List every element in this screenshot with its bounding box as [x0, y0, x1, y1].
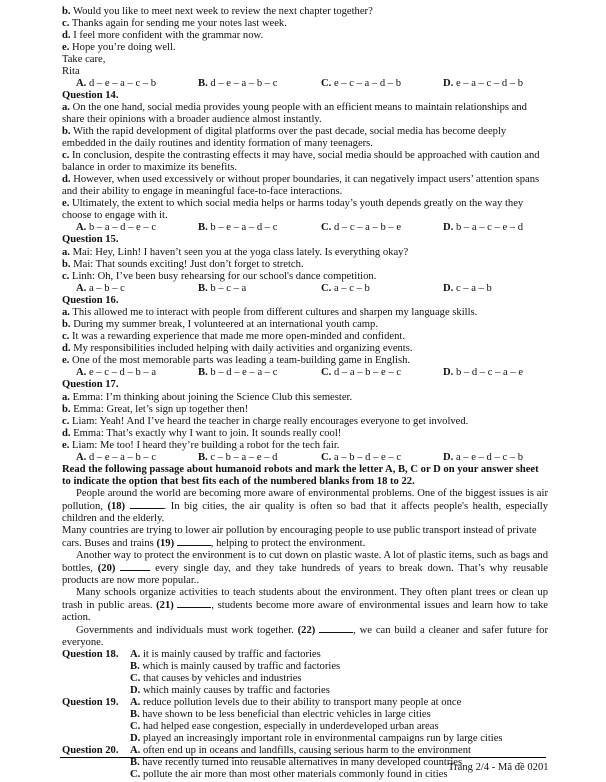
- option-c[interactable]: C. d – c – a – b – e: [321, 222, 402, 234]
- option-c[interactable]: C. e – c – a – d – b: [321, 78, 402, 89]
- option-d[interactable]: D. played an increasingly important role in environmental campaigns run by large cities: [130, 732, 503, 744]
- item-c: c. In conclusion, despite the contrasting effects it may have, social media should be approached with caution and balance in order to maximize its benefits.: [62, 150, 540, 174]
- option-a[interactable]: A. b – a – d – e – c: [76, 222, 157, 234]
- blank-21[interactable]: [177, 599, 211, 608]
- option-d[interactable]: D. a – e – d – c – b: [443, 451, 524, 463]
- question-title: Question 20.: [62, 744, 119, 756]
- item-c: c. Linh: Oh, I’ve been busy rehearsing for our school's dance competition.: [62, 270, 377, 282]
- option-c[interactable]: C. d – a – b – e – c: [321, 367, 402, 379]
- option-b[interactable]: B. which is mainly caused by traffic and factories: [130, 660, 341, 672]
- blank-20[interactable]: [120, 562, 150, 571]
- blank-number-18: (18): [107, 500, 126, 512]
- answer-options: [130, 697, 548, 745]
- item-a: a. Emma: I’m thinking about joining the Science Club this semester.: [62, 391, 353, 403]
- question-18: [62, 649, 548, 697]
- blank-number-22: (22): [297, 624, 316, 636]
- option-a[interactable]: A. d – e – a – b – c: [76, 451, 157, 463]
- option-b[interactable]: B. d – e – a – b – c: [198, 78, 278, 89]
- option-a[interactable]: A. d – e – a – c – b: [76, 78, 157, 89]
- item-b: b. Would you like to meet next week to review the next chapter together?: [62, 6, 373, 17]
- item-d: d. I feel more confident with the grammar now.: [62, 30, 264, 41]
- item-c: c. It was a rewarding experience that made me more open-minded and confident.: [62, 331, 405, 343]
- question-13-tail: [62, 6, 548, 90]
- item-e: e. One of the most memorable parts was leading a team-building game in English.: [62, 355, 411, 367]
- blank-18[interactable]: [130, 500, 164, 509]
- item-c: c. Liam: Yeah! And I’ve heard the teacher in charge really encourages everyone to get involved.: [62, 415, 469, 427]
- blank-number-19: (19): [156, 537, 175, 549]
- passage-paragraph-5: Governments and individuals must work together. (22) , we can build a cleaner and safer future for everyone.: [62, 624, 548, 648]
- exam-page: [62, 6, 548, 781]
- question-title: Question 17.: [62, 379, 119, 391]
- answer-options: [130, 649, 548, 697]
- option-b[interactable]: B. c – b – a – e – d: [198, 451, 278, 463]
- option-c[interactable]: C. that causes by vehicles and industries: [130, 672, 302, 684]
- passage-paragraph-2: Many countries are trying to lower air pollution by encouraging people to use public transport instead of private cars. Buses and trains (19) , helping to protect the environment.: [62, 524, 537, 549]
- reading-passage: [62, 464, 548, 649]
- question-16: [62, 295, 548, 379]
- option-d[interactable]: D. b – d – c – a – e: [443, 367, 524, 379]
- option-c[interactable]: C. pollute the air more than most other materials commonly found in cities: [130, 768, 448, 780]
- option-c[interactable]: C. a – c – b: [321, 282, 370, 294]
- option-d[interactable]: D. which mainly causes by traffic and factories: [130, 684, 330, 696]
- question-title: Question 19.: [62, 696, 119, 708]
- passage-paragraph-1: People around the world are becoming more aware of environmental problems. One of the biggest issues is air pollution, (18) . In big cities, the air quality is often so bad that it affects people's health, especially children and the elderly.: [62, 487, 548, 524]
- item-d: d. Emma: That’s exactly why I want to join. It sounds really cool!: [62, 427, 342, 439]
- question-15: [62, 234, 548, 294]
- passage-instruction: Read the following passage about humanoid robots and mark the letter A, B, C or D on your answer sheet to indicate the option that best fits each of the numbered blanks from 18 to 22.: [62, 463, 539, 487]
- option-b[interactable]: B. have recently turned into reusable alternatives in many developed countries: [130, 756, 463, 768]
- option-b[interactable]: B. b – d – e – a – c: [198, 367, 278, 379]
- question-title: Question 15.: [62, 234, 119, 246]
- footer-divider: [60, 757, 546, 758]
- blank-19[interactable]: [177, 537, 211, 546]
- question-14: [62, 90, 548, 234]
- passage-paragraph-4: Many schools organize activities to teach students about the environment. They often plant trees or clean up trash in public areas. (21) , students become more aware of environmental issues and learn how to take action.: [62, 586, 548, 623]
- question-title: Question 14.: [62, 90, 119, 101]
- option-a[interactable]: A. reduce pollution levels due to their ability to transport many people at once: [130, 696, 462, 708]
- question-title: Question 16.: [62, 294, 119, 306]
- option-a[interactable]: A. a – b – c: [76, 282, 125, 294]
- item-b: b. With the rapid development of digital platforms over the past decade, social media has become deeply embedded in the daily routines and identity formation of many teenagers.: [62, 126, 507, 150]
- blank-number-20: (20): [97, 562, 116, 574]
- option-d[interactable]: D. b – a – c – e – d: [443, 222, 524, 234]
- item-e: e. Hope you’re doing well.: [62, 42, 176, 53]
- item-a: a. This allowed me to interact with people from different cultures and sharpen my language skills.: [62, 307, 478, 319]
- item-a: a. Mai: Hey, Linh! I haven’t seen you at the yoga class lately. Is everything okay?: [62, 246, 409, 258]
- option-b[interactable]: B. b – e – a – d – c: [198, 222, 278, 234]
- blank-number-21: (21): [156, 599, 174, 611]
- item-e: e. Ultimately, the extent to which social media helps or harms today’s youth depends greatly on the way they choose to engage with it.: [62, 198, 524, 222]
- letter-signature: Rita: [62, 66, 80, 77]
- item-c: c. Thanks again for sending me your notes last week.: [62, 18, 287, 29]
- item-d: d. However, when used excessively or without proper boundaries, it can negatively impact users’ attention spans and their ability to engage in meaningful face-to-face interactions.: [62, 174, 540, 198]
- option-c[interactable]: C. a – b – d – e – c: [321, 451, 402, 463]
- option-d[interactable]: D. e – a – c – d – b: [443, 78, 524, 89]
- passage-paragraph-3: Another way to protect the environment is to cut down on plastic waste. A lot of plastic items, such as bags and bottles, (20) every single day, and they take hundreds of years to break down. That’s why reusable products are now more popular..: [62, 549, 549, 586]
- page-footer: Trang 2/4 - Mã đề 0201: [448, 762, 549, 773]
- letter-closing: Take care,: [62, 54, 106, 65]
- blank-22[interactable]: [319, 624, 353, 633]
- option-a[interactable]: A. e – c – d – b – a: [76, 367, 157, 379]
- item-d: d. My responsibilities included helping with daily activities and organizing events.: [62, 343, 413, 355]
- option-b[interactable]: B. have shown to be less beneficial than electric vehicles in large cities: [130, 708, 431, 720]
- answer-options: [62, 367, 548, 379]
- option-d[interactable]: D. c – a – b: [443, 282, 492, 294]
- option-b[interactable]: B. b – c – a: [198, 282, 247, 294]
- item-b: b. Emma: Great, let’s sign up together then!: [62, 403, 249, 415]
- item-e: e. Liam: Me too! I heard they’re building a robot for the tech fair.: [62, 439, 340, 451]
- option-c[interactable]: C. had helped ease congestion, especially in underdeveloped urban areas: [130, 720, 439, 732]
- answer-options: [62, 78, 548, 90]
- question-17: [62, 379, 548, 463]
- answer-options: [62, 222, 548, 234]
- answer-options: [62, 283, 548, 295]
- option-a[interactable]: A. often end up in oceans and landfills, causing serious harm to the environment: [130, 744, 471, 756]
- item-a: a. On the one hand, social media provides young people with an efficient means to maintain relationships and share their opinions with a broader audience almost instantly.: [62, 102, 527, 126]
- answer-options: [62, 452, 548, 464]
- item-b: b. During my summer break, I volunteered at an international youth camp.: [62, 319, 378, 331]
- option-a[interactable]: A. it is mainly caused by traffic and factories: [130, 648, 321, 660]
- item-b: b. Mai: That sounds exciting! Just don’t forget to stretch.: [62, 258, 304, 270]
- question-19: [62, 697, 548, 745]
- question-title: Question 18.: [62, 648, 119, 660]
